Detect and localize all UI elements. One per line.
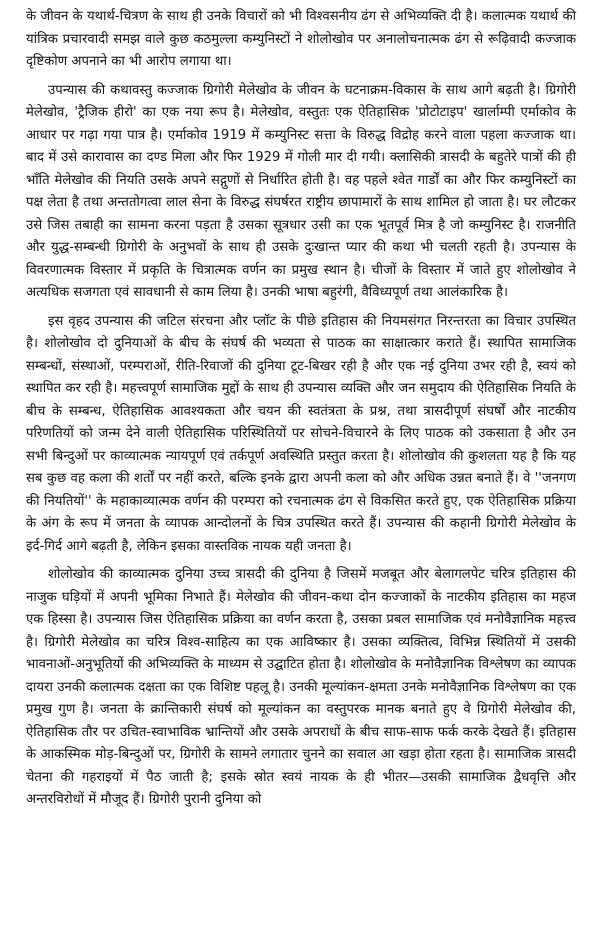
paragraph-tragedy: शोलोखोव की काव्यात्मक दुनिया उच्च त्रासदी की दुनिया है जिसमें मजबूत और बेलागलपेट चरित्र इतिहास की नाजुक घड़ियों में अपनी भूमिका निभाते हैं। मेलेखोव की जीवन-कथा दोन कज्जाकों के नाटकीय इतिहास का महज एक हिस्सा है। उपन्यास जिस ऐतिहासिक प्रक्रिया का वर्णन करता है, उसका प्रबल सामाजिक एवं मनोवैज्ञानिक महत्त्व है। ग्रिगोरी मेलेखोव का चरित्र विश्व-साहित्य का एक आविष्कार है। उसका व्यक्तित्व, विभिन्न स्थितियों में उसकी भावनाओं-अनुभूतियों की अभिव्यक्ति के माध्यम से उद्घाटित होता है। शोलोखोव के मनोवैज्ञानिक विश्लेषण का व्यापक दायरा उनकी कलात्मक दक्षता का एक विशिष्ट पहलू है। उनकी मूल्यांकन-क्षमता उनके मनोवैज्ञानिक विश्लेषण का एक प्रमुख गुण है। जनता के क्रान्तिकारी संघर्ष को मूल्यांकन का वस्तुपरक मानक बनाते हुए वे ग्रिगोरी मेलेखोव की, ऐतिहासिक तौर पर उचित-स्वाभाविक भ्रान्तियों और उसके अपराधों के बीच साफ-साफ फर्क करके देखते हैं। इतिहास के आकस्मिक मोड़-बिन्दुओं पर, ग्रिगोरी के सामने लगातार चुनने का सवाल आ खड़ा होता रहता है। सामाजिक त्रासदी चेतना की गहराइयों में पैठ जाती है; इसके स्रोत स्वयं नायक के ही भीतर—उसकी सामाजिक द्वैधवृत्ति और अन्तरविरोधों में मौजूद हैं। ग्रिगोरी पुरानी दुनिया को <box>26 567 576 807</box>
paragraph-plot: उपन्यास की कथावस्तु कज्जाक ग्रिगोरी मेलेखोव के जीवन के घटनाक्रम-विकास के साथ आगे बढ़ती है। ग्रिगोरी मेलेखोव, 'ट्रैजिक हीरो' का एक नया रूप है। मेलेखोव, वस्तुतः एक ऐतिहासिक 'प्रोटोटाइप' खार्लाम्पी एर्माकोव के आधार पर गढ़ा गया पात्र है। एर्माकोव 1919 में कम्युनिस्ट सत्ता के विरुद्ध विद्रोह करने वाला पहला कज्जाक था। बाद में उसे कारावास का दण्ड मिला और फिर 1929 में गोली मार दी गयी। क्लासिकी त्रासदी के बहुतेरे पात्रों की ही भाँति मेलेखोव की नियति उसके अपने सद्गुणों से निर्धारित होती है। वह पहले श्वेत गार्डों का और फिर कम्युनिस्टों का पक्ष लेता है तथा अन्ततोगत्वा लाल सेना के विरुद्ध संघर्षरत राष्ट्रीय छापामारों के साथ शामिल हो जाता है। घर लौटकर उसे जिस तबाही का सामना करना पड़ता है उसका सूत्रधार उसी का एक भूतपूर्व मित्र है जो कम्युनिस्ट है। राजनीति और युद्ध-सम्बन्धी ग्रिगोरी के अनुभवों के साथ ही उसके दुःखान्त प्यार की कथा भी चलती रहती है। उपन्यास के विवरणात्मक विस्तार में प्रकृति के चित्रात्मक वर्णन का प्रमुख स्थान है। चीजों के विस्तार में जाते हुए शोलोखोव ने अत्यधिक सजगता एवं सावधानी से काम लिया है। उनकी भाषा बहुरंगी, वैविध्यपूर्ण तथा आलंकारिक है। <box>26 82 576 300</box>
paragraph-history: इस वृहद उपन्यास की जटिल संरचना और प्लॉट के पीछे इतिहास की नियमसंगत निरन्तरता का विचार उपस्थित है। शोलोखोव दो दुनियाओं के बीच के संघर्ष की भव्यता से पाठक का साक्षात्कार कराते हैं। स्थापित सामाजिक सम्बन्धों, संस्थाओं, परम्पराओं, रीति-रिवाजों की दुनिया टूट-बिखर रही है और एक नई दुनिया उभर रही है, स्वयं को स्थापित कर रही है। महत्त्वपूर्ण सामाजिक मुद्दों के साथ ही उपन्यास व्यक्ति और जन समुदाय की ऐतिहासिक नियति के बीच के सम्बन्ध, ऐतिहासिक आवश्यकता और चयन की स्वतंत्रता के प्रश्न, तथा त्रासदीपूर्ण संघर्षों और नाटकीय परिणतियों को जन्म देने वाली ऐतिहासिक परिस्थितियों पर सोचने-विचारने के लिए पाठक को उकसाता है और उन सभी बिन्दुओं पर काव्यात्मक न्यायपूर्ण एवं तर्कपूर्ण अवस्थिति प्रस्तुत करता है। शोलोखोव की कुशलता यह है कि यह सब कुछ वह कला की शर्तों पर नहीं करते, बल्कि इनके द्वारा अपनी कला को और अधिक उन्नत बनाते हैं। वे ''जनगण की नियतियों'' के महाकाव्यात्मक वर्णन की परम्परा को रचनात्मक ढंग से विकसित करते हुए, एक ऐतिहासिक प्रक्रिया के अंग के रूप में जनता के व्यापक आन्दोलनों के चित्र उपस्थित करते हैं। उपन्यास की कहानी ग्रिगोरी मेलेखोव के इर्द-गिर्द आगे बढ़ती है, लेकिन इसका वास्तविक नायक यही जनता है। <box>26 313 576 554</box>
paragraph-continued: के जीवन के यथार्थ-चित्रण के साथ ही उनके विचारों को भी विश्वसनीय ढंग से अभिव्यक्ति दी है। कलात्मक यथार्थ की यांत्रिक प्रचारवादी समझ वाले कुछ कठमुल्ला कम्युनिस्टों ने शोलोखोव पर अनालोचनात्मक ढंग से रूढ़िवादी कज्जाक दृष्टिकोण अपनाने का भी आरोप लगाया था। <box>26 9 576 69</box>
